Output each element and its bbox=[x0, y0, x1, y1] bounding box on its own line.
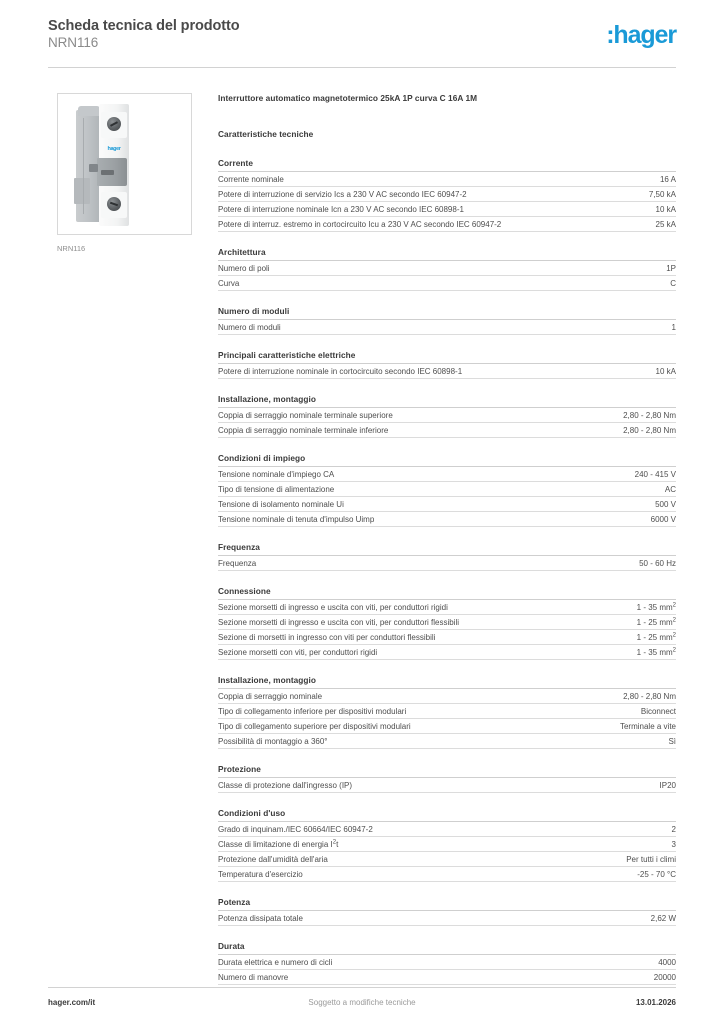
spec-row-label: Grado di inquinam./IEC 60664/IEC 60947-2 bbox=[218, 825, 373, 834]
spec-section-title: Architettura bbox=[218, 247, 266, 257]
spec-section-title: Corrente bbox=[218, 158, 253, 168]
spec-row-label: Tensione nominale di tenuta d'impulso Uimp bbox=[218, 515, 375, 524]
spec-row-label: Classe di protezione dall'ingresso (IP) bbox=[218, 781, 353, 790]
spec-row-value bbox=[625, 645, 676, 660]
spec-row-label: Tipo di collegamento inferiore per dispositivi modulari bbox=[218, 707, 407, 716]
spec-row-value-text: 1 - 25 mm bbox=[636, 618, 673, 627]
spec-row-value-superscript: 2 bbox=[672, 617, 676, 624]
spec-row-label-suffix: t bbox=[336, 840, 339, 849]
spec-section bbox=[218, 305, 676, 335]
spec-rows bbox=[218, 319, 676, 335]
spec-row bbox=[218, 556, 676, 571]
spec-rows bbox=[218, 777, 676, 793]
spec-row-value: 2,80 - 2,80 Nm bbox=[623, 426, 676, 435]
spec-section bbox=[218, 807, 676, 882]
spec-rows bbox=[218, 910, 676, 926]
spec-row bbox=[218, 497, 676, 512]
spec-rows bbox=[218, 466, 676, 527]
spec-row-value: 10 kA bbox=[655, 367, 676, 376]
specifications-heading: Caratteristiche tecniche bbox=[218, 129, 314, 139]
footer-divider bbox=[48, 987, 676, 988]
spec-row bbox=[218, 615, 676, 630]
spec-row bbox=[218, 630, 676, 645]
spec-section-title: Principali caratteristiche elettriche bbox=[218, 350, 356, 360]
spec-rows bbox=[218, 555, 676, 571]
spec-section-title: Installazione, montaggio bbox=[218, 675, 317, 685]
spec-row bbox=[218, 261, 676, 276]
breaker-din-foot bbox=[74, 178, 90, 204]
spec-section-title: Condizioni di impiego bbox=[218, 453, 306, 463]
footer-disclaimer: Soggetto a modifiche tecniche bbox=[308, 997, 416, 1007]
product-image-caption: NRN116 bbox=[57, 244, 86, 253]
spec-rows bbox=[218, 171, 676, 232]
spec-row-label: Potenza dissipata totale bbox=[218, 914, 303, 923]
spec-row bbox=[218, 467, 676, 482]
spec-section bbox=[218, 393, 676, 438]
spec-row bbox=[218, 202, 676, 217]
spec-row bbox=[218, 482, 676, 497]
spec-row-label: Potere di interruzione nominale in cortocircuito secondo IEC 60898-1 bbox=[218, 367, 463, 376]
page-title: Scheda tecnica del prodotto bbox=[48, 18, 240, 34]
spec-section-title: Frequenza bbox=[218, 542, 260, 552]
spec-row-label: Tipo di tensione di alimentazione bbox=[218, 485, 335, 494]
spec-row-value: C bbox=[670, 279, 676, 288]
spec-row bbox=[218, 172, 676, 187]
spec-row-label: Numero di poli bbox=[218, 264, 270, 273]
spec-section bbox=[218, 940, 676, 985]
spec-row-value: 10 kA bbox=[655, 205, 676, 214]
spec-row bbox=[218, 320, 676, 335]
spec-row-label: Curva bbox=[218, 279, 240, 288]
spec-section bbox=[218, 585, 676, 660]
spec-row-label: Tensione di isolamento nominale Ui bbox=[218, 500, 344, 509]
spec-row-value: 50 - 60 Hz bbox=[639, 559, 676, 568]
spec-row bbox=[218, 778, 676, 793]
spec-row bbox=[218, 187, 676, 202]
spec-row-label: Coppia di serraggio nominale bbox=[218, 692, 323, 701]
breaker-body-top bbox=[78, 106, 100, 116]
spec-section-title: Numero di moduli bbox=[218, 306, 290, 316]
spec-row-label: Tensione nominale d'impiego CA bbox=[218, 470, 335, 479]
spec-section-title: Installazione, montaggio bbox=[218, 394, 317, 404]
spec-row bbox=[218, 970, 676, 985]
spec-row-value: Sì bbox=[668, 737, 676, 746]
page-footer bbox=[48, 995, 676, 1009]
spec-row-value: Per tutti i climi bbox=[626, 855, 676, 864]
spec-row-label: Temperatura d'esercizio bbox=[218, 870, 303, 879]
spec-row-value-superscript: 2 bbox=[672, 632, 676, 639]
spec-row-label: Tipo di collegamento superiore per dispositivi modulari bbox=[218, 722, 411, 731]
spec-row-label-superscript: 2 bbox=[332, 839, 337, 846]
spec-row bbox=[218, 364, 676, 379]
spec-row-label: Potere di interruzione nominale Icn a 230 V AC secondo IEC 60898-1 bbox=[218, 205, 464, 214]
spec-section bbox=[218, 246, 676, 291]
spec-row-label: Possibilità di montaggio a 360° bbox=[218, 737, 328, 746]
spec-rows bbox=[218, 363, 676, 379]
specification-sections bbox=[218, 157, 676, 985]
spec-row bbox=[218, 852, 676, 867]
spec-rows bbox=[218, 599, 676, 660]
spec-row-value-text: 1 - 35 mm bbox=[636, 603, 673, 612]
spec-row-label bbox=[218, 837, 338, 852]
spec-row-label: Coppia di serraggio nominale terminale inferiore bbox=[218, 426, 389, 435]
breaker-status-window bbox=[89, 164, 98, 172]
spec-row-value bbox=[625, 630, 676, 645]
spec-row bbox=[218, 600, 676, 615]
spec-rows bbox=[218, 954, 676, 985]
spec-row-label: Potere di interruz. estremo in cortocircuito Icu a 230 V AC secondo IEC 60947-2 bbox=[218, 220, 502, 229]
spec-row bbox=[218, 704, 676, 719]
spec-row-value-superscript: 2 bbox=[672, 647, 676, 654]
header-divider bbox=[48, 67, 676, 68]
spec-row-label: Protezione dall'umidità dell'aria bbox=[218, 855, 328, 864]
spec-row-value: IP20 bbox=[659, 781, 676, 790]
footer-date: 13.01.2026 bbox=[635, 997, 676, 1007]
spec-rows bbox=[218, 821, 676, 882]
spec-section-title: Durata bbox=[218, 941, 245, 951]
spec-row-label: Potere di interruzione di servizio Ics a 230 V AC secondo IEC 60947-2 bbox=[218, 190, 467, 199]
spec-row-value: 1P bbox=[666, 264, 676, 273]
spec-row-value: 2 bbox=[671, 825, 676, 834]
spec-section bbox=[218, 763, 676, 793]
spec-rows bbox=[218, 260, 676, 291]
spec-section bbox=[218, 452, 676, 527]
product-image bbox=[57, 93, 192, 235]
spec-row-value: 2,62 W bbox=[650, 914, 676, 923]
spec-row bbox=[218, 822, 676, 837]
spec-row-value: 25 kA bbox=[655, 220, 676, 229]
spec-rows bbox=[218, 407, 676, 438]
spec-row-label: Coppia di serraggio nominale terminale superiore bbox=[218, 411, 393, 420]
spec-row-value: 16 A bbox=[659, 175, 676, 184]
spec-rows bbox=[218, 688, 676, 749]
spec-row-label: Durata elettrica e numero di cicli bbox=[218, 958, 333, 967]
spec-row-value: 2,80 - 2,80 Nm bbox=[623, 692, 676, 701]
spec-row-label: Numero di moduli bbox=[218, 323, 281, 332]
spec-row-value: Biconnect bbox=[640, 707, 676, 716]
spec-row-value: -25 - 70 °C bbox=[637, 870, 676, 879]
spec-row-value: 7,50 kA bbox=[648, 190, 676, 199]
spec-row bbox=[218, 837, 676, 852]
spec-row-value: AC bbox=[664, 485, 676, 494]
spec-row-value-text: 1 - 25 mm bbox=[636, 633, 673, 642]
spec-section bbox=[218, 896, 676, 926]
spec-row bbox=[218, 645, 676, 660]
spec-row bbox=[218, 955, 676, 970]
spec-row-value: Terminale a vite bbox=[619, 722, 676, 731]
spec-row-label: Corrente nominale bbox=[218, 175, 284, 184]
spec-row-value: 240 - 415 V bbox=[634, 470, 676, 479]
spec-row bbox=[218, 719, 676, 734]
hager-logo: :hager bbox=[606, 21, 676, 49]
product-reference: NRN116 bbox=[48, 35, 99, 50]
page-header bbox=[48, 18, 676, 68]
spec-row bbox=[218, 217, 676, 232]
spec-row-value bbox=[625, 600, 676, 615]
spec-section-title: Potenza bbox=[218, 897, 251, 907]
spec-row-label-text: Classe di limitazione di energia I bbox=[218, 840, 333, 849]
spec-row bbox=[218, 867, 676, 882]
spec-section bbox=[218, 541, 676, 571]
spec-row-label: Sezione morsetti di ingresso e uscita con viti, per conduttori flessibili bbox=[218, 618, 459, 627]
breaker-lever-notch bbox=[101, 170, 114, 175]
spec-row bbox=[218, 689, 676, 704]
spec-row-value: 2,80 - 2,80 Nm bbox=[623, 411, 676, 420]
breaker-side-seam bbox=[83, 118, 84, 214]
spec-section bbox=[218, 674, 676, 749]
spec-row-label: Sezione morsetti con viti, per conduttori rigidi bbox=[218, 648, 378, 657]
specifications-content bbox=[218, 93, 676, 985]
spec-row-label: Frequenza bbox=[218, 559, 257, 568]
spec-section-title: Connessione bbox=[218, 586, 271, 596]
spec-row-value: 3 bbox=[671, 840, 676, 849]
footer-website[interactable]: hager.com/it bbox=[48, 997, 96, 1007]
spec-row bbox=[218, 408, 676, 423]
spec-row-value bbox=[625, 615, 676, 630]
spec-row bbox=[218, 734, 676, 749]
spec-section bbox=[218, 157, 676, 232]
spec-row-value-text: 1 - 35 mm bbox=[636, 648, 673, 657]
spec-row-value: 1 bbox=[671, 323, 676, 332]
spec-row-label: Sezione morsetti di ingresso e uscita con viti, per conduttori rigidi bbox=[218, 603, 448, 612]
spec-row-value: 500 V bbox=[655, 500, 676, 509]
spec-section bbox=[218, 349, 676, 379]
circuit-breaker-illustration bbox=[74, 104, 136, 226]
spec-row-label: Numero di manovre bbox=[218, 973, 289, 982]
spec-row-label: Sezione di morsetti in ingresso con viti per conduttori flessibili bbox=[218, 633, 436, 642]
spec-row bbox=[218, 512, 676, 527]
product-description: Interruttore automatico magnetotermico 25kA 1P curva C 16A 1M bbox=[218, 93, 478, 103]
breaker-brand-label: hager bbox=[107, 146, 121, 152]
spec-row bbox=[218, 276, 676, 291]
spec-row bbox=[218, 911, 676, 926]
spec-row-value-superscript: 2 bbox=[672, 602, 676, 609]
spec-row-value: 20000 bbox=[653, 973, 676, 982]
spec-section-title: Condizioni d'uso bbox=[218, 808, 286, 818]
spec-row-value: 6000 V bbox=[650, 515, 676, 524]
spec-row-value: 4000 bbox=[658, 958, 676, 967]
spec-row bbox=[218, 423, 676, 438]
spec-section-title: Protezione bbox=[218, 764, 261, 774]
